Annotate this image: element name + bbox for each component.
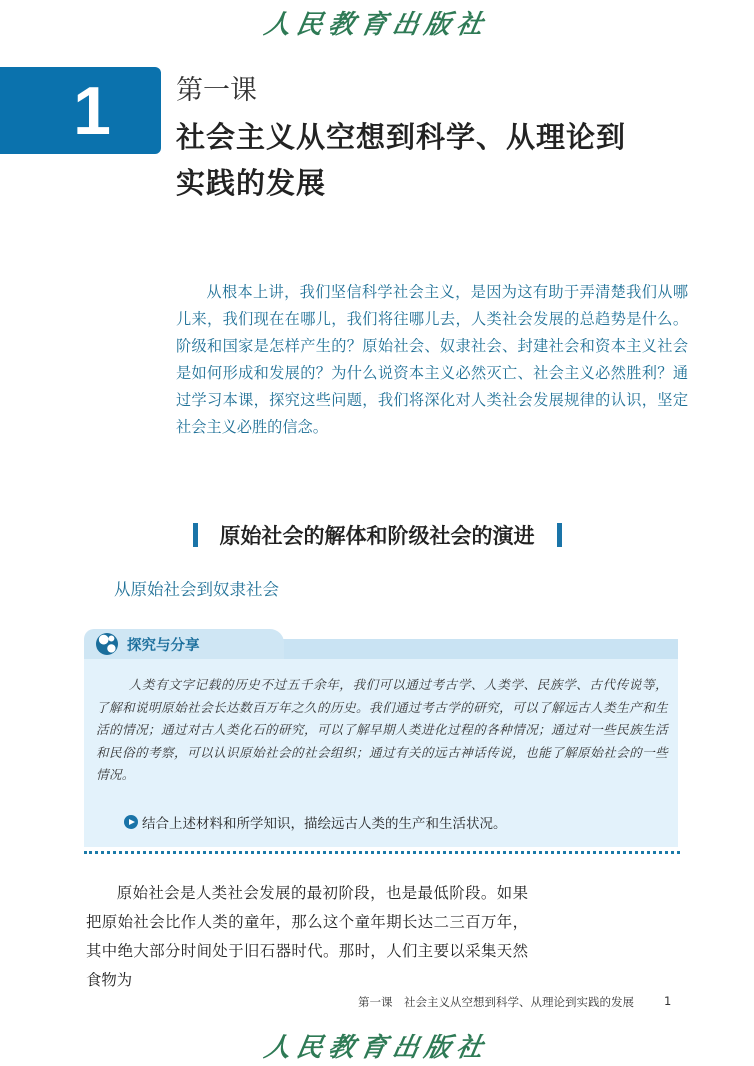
- body-paragraph: 原始社会是人类社会发展的最初阶段，也是最低阶段。如果把原始社会比作人类的童年，那么这个童年期长达二三百万年，其中绝大部分时间处于旧石器时代。那时，人们主要以采集天然食物为: [86, 884, 528, 989]
- lesson-number: 1: [73, 72, 111, 149]
- running-footer: [358, 994, 671, 1010]
- subsection-heading: 从原始社会到奴隶社会: [114, 580, 279, 599]
- play-bullet-icon: [124, 815, 138, 829]
- explore-title: 探究与分享: [127, 637, 200, 654]
- heading-bar-right: [557, 523, 562, 547]
- heading-bar-left: [193, 523, 198, 547]
- section-heading-text: 原始社会的解体和阶级社会的演进: [219, 524, 535, 548]
- running-title: 第一课 社会主义从空想到科学、从理论到实践的发展: [358, 995, 634, 1009]
- lesson-title-line1: 社会主义从空想到科学、从理论到: [176, 120, 627, 154]
- explore-share-box: [84, 629, 678, 847]
- lesson-title-line2: 实践的发展: [176, 166, 327, 200]
- page-number: 1: [664, 994, 672, 1008]
- dotted-divider: [84, 851, 680, 854]
- explore-tab: [84, 629, 284, 659]
- explore-body: [84, 659, 678, 847]
- publisher-logo-top: 人民教育出版社: [261, 10, 492, 40]
- globe-icon: [96, 633, 118, 655]
- explore-material: 人类有文字记载的历史不过五千余年，我们可以通过考古学、人类学、民族学、古代传说等，了解和说明原始社会长达数百万年之久的历史。我们通过考古学的研究，可以了解远古人类生产和生活的情况；通过对古人类化石的研究，可以了解早期人类进化过程的各种情况；通过对一些民族生活和民俗的考察，可以认识原始社会的社会组织；通过有关的远古神话传说，也能了解原始社会的一些情况。: [96, 677, 668, 782]
- lesson-number-badge: [0, 67, 161, 154]
- explore-task: [124, 812, 507, 832]
- publisher-logo-bottom: 人民教育出版社: [261, 1033, 492, 1063]
- lesson-title: [176, 114, 676, 206]
- lesson-label: 第一课: [176, 75, 257, 106]
- section-heading: [0, 520, 754, 550]
- explore-task-text: 结合上述材料和所学知识，描绘远古人类的生产和生活状况。: [142, 816, 507, 832]
- lesson-intro: 从根本上讲，我们坚信科学社会主义，是因为这有助于弄清楚我们从哪儿来，我们现在在哪儿，我们将往哪儿去，人类社会发展的总趋势是什么。阶级和国家是怎样产生的？原始社会、奴隶社会、封建社会和资本主义社会是如何形成和发展的？为什么说资本主义必然灭亡、社会主义必然胜利？通过学习本课，探究这些问题，我们将深化对人类社会发展规律的认识，坚定社会主义必胜的信念。: [176, 283, 688, 437]
